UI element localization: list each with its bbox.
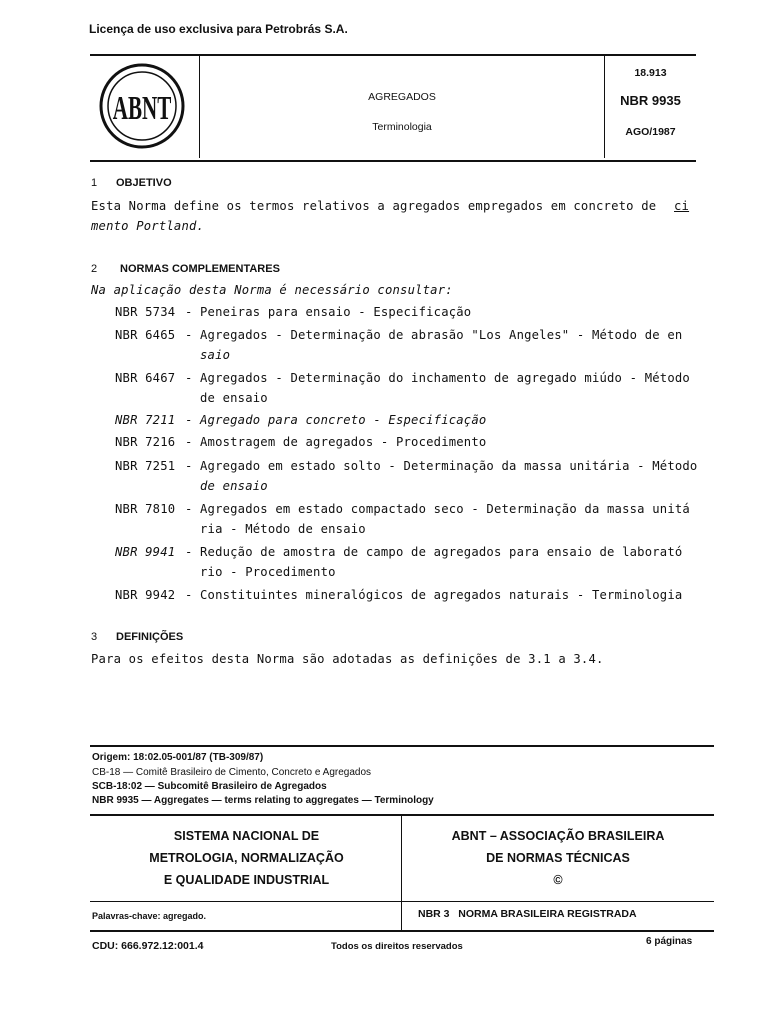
box-bottom-rule xyxy=(90,930,714,932)
reference-dash: - xyxy=(185,371,193,385)
reference-code: NBR 6467 xyxy=(115,371,176,385)
section-number: 2 xyxy=(91,263,98,275)
section-title: OBJETIVO xyxy=(116,177,172,189)
reference-dash: - xyxy=(185,328,193,342)
reference-text: de ensaio xyxy=(200,391,268,405)
reference-dash: - xyxy=(185,545,193,559)
abnt-line: DE NORMAS TÉCNICAS xyxy=(486,851,630,865)
reference-text: Agregados - Determinação do inchamento de agregado miúdo - Método xyxy=(200,371,690,385)
reference-code: NBR 7251 xyxy=(115,459,176,473)
paragraph-line: Para os efeitos desta Norma são adotadas as definições de 3.1 a 3.4. xyxy=(91,652,604,666)
document-number: 18.913 xyxy=(634,67,667,79)
reference-text: Agregado para concreto - Especificação xyxy=(200,413,487,427)
document-code: NBR 9935 xyxy=(620,93,681,108)
header-divider xyxy=(199,56,200,158)
sinmetro-line: SISTEMA NACIONAL DE xyxy=(173,829,320,843)
footer-origin: Origem: 18:02.05-001/87 (TB-309/87) xyxy=(92,752,264,763)
rights-notice: Todos os direitos reservados xyxy=(331,941,463,952)
reference-text: ria - Método de ensaio xyxy=(200,522,366,536)
reference-text: Redução de amostra de campo de agregados para ensaio de laborató xyxy=(200,545,683,559)
footer-subcommittee: SCB-18:02 — Subcomitê Brasileiro de Agregados xyxy=(92,781,327,792)
reference-text: Constituintes mineralógicos de agregados naturais - Terminologia xyxy=(200,588,683,602)
reference-dash: - xyxy=(185,459,193,473)
reference-dash: - xyxy=(185,502,193,516)
reference-text: Amostragem de agregados - Procedimento xyxy=(200,435,487,449)
reference-text: saio xyxy=(200,348,231,362)
reference-text: Agregado em estado solto - Determinação da massa unitária - Método xyxy=(200,459,698,473)
reference-code: NBR 7216 xyxy=(115,435,176,449)
section-title: DEFINIÇÕES xyxy=(116,631,184,643)
paragraph-line: Esta Norma define os termos relativos a agregados empregados em concreto de xyxy=(91,199,657,213)
reference-text: rio - Procedimento xyxy=(200,565,336,579)
reference-dash: - xyxy=(185,435,193,449)
reference-code: NBR 9942 xyxy=(115,588,176,602)
license-notice: Licença de uso exclusiva para Petrobrás S.A. xyxy=(89,22,348,36)
registered-standard: NBR 3 NORMA BRASILEIRA REGISTRADA xyxy=(418,908,637,920)
cdu-code: CDU: 666.972.12:001.4 xyxy=(92,940,204,952)
sinmetro-line: E QUALIDADE INDUSTRIAL xyxy=(163,873,330,887)
document-title: AGREGADOS xyxy=(368,91,436,103)
reference-code: NBR 9941 xyxy=(115,545,176,559)
reference-text: Peneiras para ensaio - Especificação xyxy=(200,305,472,319)
page-count: 6 páginas xyxy=(646,936,693,947)
abnt-logo-text: ABNT xyxy=(112,90,172,128)
document-subtitle: Terminologia xyxy=(372,121,432,133)
section-number: 3 xyxy=(91,631,98,643)
box-middle-rule xyxy=(90,901,714,902)
reference-text: de ensaio xyxy=(200,479,268,493)
footer-english-title: NBR 9935 — Aggregates — terms relating to aggregates — Terminology xyxy=(92,795,434,806)
reference-dash: - xyxy=(185,413,193,427)
reference-dash: - xyxy=(185,588,193,602)
copyright-symbol: © xyxy=(553,873,563,887)
paragraph-line: ci xyxy=(674,199,690,213)
box-top-rule xyxy=(90,814,714,816)
sinmetro-box xyxy=(92,825,401,891)
abnt-box xyxy=(402,825,714,891)
footer-committee: CB-18 — Comitê Brasileiro de Cimento, Concreto e Agregados xyxy=(92,767,372,778)
reference-code: NBR 5734 xyxy=(115,305,176,319)
section-title: NORMAS COMPLEMENTARES xyxy=(120,263,280,275)
footer-rule xyxy=(90,745,714,747)
abnt-logo-icon xyxy=(98,62,186,150)
reference-text: Agregados em estado compactado seco - Determinação da massa unitá xyxy=(200,502,690,516)
sinmetro-line: METROLOGIA, NORMALIZAÇÃO xyxy=(149,851,344,865)
reference-code: NBR 7810 xyxy=(115,502,176,516)
document-date: AGO/1987 xyxy=(625,126,676,138)
reference-code: NBR 7211 xyxy=(115,413,176,427)
paragraph-line: Na aplicação desta Norma é necessário consultar: xyxy=(91,283,453,297)
keywords: Palavras-chave: agregado. xyxy=(92,911,207,921)
reference-code: NBR 6465 xyxy=(115,328,176,342)
abnt-line: ABNT – ASSOCIAÇÃO BRASILEIRA xyxy=(451,829,665,843)
reference-dash: - xyxy=(185,305,193,319)
section-number: 1 xyxy=(91,177,98,189)
reference-text: Agregados - Determinação de abrasão "Los Angeles" - Método de en xyxy=(200,328,683,342)
paragraph-line: mento Portland. xyxy=(91,219,205,233)
